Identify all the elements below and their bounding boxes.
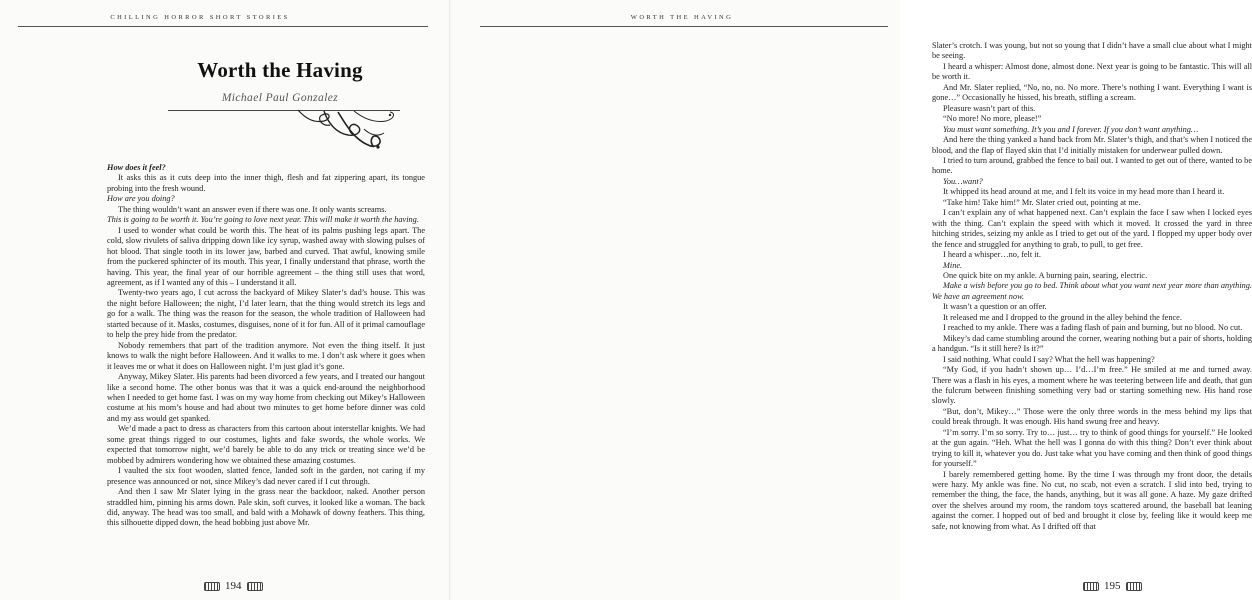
paragraph: I can’t explain any of what happened next. Can’t explain the face I saw when I locked eyes with the thing. Can’t explain the speed with which it moved. It crossed the yard in three hitching strides, seizing my ankle as I tried to get out of the yard. I flopped my upper body over the fence and struggled for anything to grab, to pull, to get free. (932, 208, 1252, 249)
paragraph: How does it feel? (107, 163, 166, 172)
paragraph: Anyway, Mikey Slater. His parents had been divorced a few years, and I treated our hangout like a second home. The other bonus was that it was a quick end-around the neighborhood when I needed to get home fast. I was on my way home from checking out Mikey’s Halloween costume at his mom’s house and had about two minutes to get home before dinner was cold and my ass would get spanked. (107, 372, 425, 423)
running-head-right: WORTH THE HAVING (630, 14, 734, 21)
header-rule-right (480, 26, 888, 27)
folio-ornament-icon (204, 582, 220, 591)
paragraph: I vaulted the six foot wooden, slatted fence, landed soft in the garden, not caring if my presence was announced or not, since Mikey’s dad never cared if I cut through. (107, 466, 425, 486)
paragraph: And Mr. Slater replied, “No, no, no. No more. There’s nothing I want. Everything I want is gone…” Occasionally he hissed, his breath, stifling a scream. (932, 82, 1252, 103)
paragraph: Pleasure wasn’t part of this. (943, 103, 1036, 113)
paragraph: It asks this as it cuts deep into the inner thigh, flesh and fat zippering apart, its tongue probing into the fresh wound. (107, 173, 425, 193)
paragraph: You…want? (943, 176, 983, 186)
page-number-value: 195 (1104, 580, 1121, 592)
paragraph: I heard a whisper…no, felt it. (943, 250, 1041, 260)
paragraph: “My God, if you hadn’t shown up… I’d…I’m free.” He smiled at me and turned away. There was a flash in his eyes, a moment where he was teetering between life and death, that gun the fulcrum between finishing something very bad or starting something new. His hand rose slowly. (932, 365, 1252, 406)
paragraph: You must want something. It’s you and I forever. If you don’t want anything… (943, 124, 1199, 134)
running-head-left: CHILLING HORROR SHORT STORIES (110, 14, 290, 21)
paragraph: “I’m sorry. I’m so sorry. Try to… just… try to think of good things for yourself.” He looked at the gun again. “Heh. What the hell was I gonna do with this thing? Don’t ever think about trying to kill it, whatever you do. Just take what you have coming and then think of good things for yourself.” (932, 427, 1252, 469)
paragraph: “But, don’t, Mikey…” Those were the only three words in the mess behind my lips that could break through. It was enough. His hand swung free and heavy. (932, 406, 1252, 427)
page-number-right (1078, 580, 1147, 592)
paragraph: One quick bite on my ankle. A burning pain, searing, electric. (943, 270, 1148, 280)
author-name: Michael Paul Gonzalez (221, 92, 339, 104)
paragraph: Twenty-two years ago, I cut across the backyard of Mikey Slater’s dad’s house. This was the night before Halloween; the night, I’d later learn, that the thing would stretch its legs and go for a walk. The thing was the reason for the season, the whole tradition of Halloween had started because of it. Masks, costumes, disguises, none of it for fun. All of it primal camouflage to help the prey hide from the predator. (107, 288, 425, 340)
paragraph: It released me and I dropped to the ground in the alley behind the fence. (943, 312, 1182, 322)
paragraph: I reached to my ankle. There was a fading flash of pain and burning, but no blood. No cut. (943, 323, 1243, 333)
paragraph: Make a wish before you go to bed. Think about what you want next year more than anything. We have an agreement now. (932, 281, 1252, 301)
left-page-body (107, 163, 425, 583)
paragraph: “Take him! Take him!” Mr. Slater cried out, pointing at me. (943, 197, 1141, 207)
paragraph: Mine. (943, 260, 963, 270)
paragraph: I said nothing. What could I say? What the hell was happening? (943, 354, 1155, 364)
paragraph: We’d made a pact to dress as characters from this cartoon about interstellar knights. We had some great things rigged to our costumes, lights and fake swords, the whole works. We expected that tomorrow night, we’d barely be able to do any trick or treating since we’d be mobbed by admirers wondering how we obtained these amazing costumes. (107, 424, 425, 465)
folio-ornament-icon (1083, 582, 1099, 591)
page-number-value: 194 (225, 580, 242, 592)
ornamental-flourish-icon (178, 109, 410, 153)
paragraph: How are you doing? (107, 194, 175, 204)
folio-ornament-icon (247, 582, 263, 591)
paragraph: This is going to be worth it. You’re going to love next year. This will make it worth the having. (107, 215, 419, 225)
paragraph: I tried to turn around, grabbed the fence to bail out. I wanted to get out of there, wanted to be home. (932, 155, 1252, 176)
paragraph: Slater’s crotch. I was young, but not so young that I didn’t have a small clue about what I might be seeing. (932, 41, 1252, 61)
paragraph: I heard a whisper: Almost done, almost done. Next year is going to be fantastic. This will all be worth it. (932, 61, 1252, 82)
header-rule-left (18, 26, 428, 27)
paragraph: I barely remembered getting home. By the time I was through my front door, the details were hazy. My ankle was fine. No cut, no scab, not even a scratch. I slid into bed, trying to remember the thing, the face, the hands, anything, but it was all gone. A haze. My gaze drifted over the shelves around my room, the random toys scattered around, the baseball bat leaning against the corner. I hopped out of bed and brought it close by, feeling like it would keep me safe, not knowing from what. As I drifted off that (932, 469, 1252, 531)
paragraph: Nobody remembers that part of the tradition anymore. Not even the thing itself. It just knows to walk the night before Halloween. And it walks to me. I don’t ask where it goes when it leaves me or what it does on Halloween night. I’m just glad it’s gone. (107, 340, 425, 371)
story-title: Worth the Having (197, 58, 363, 82)
paragraph: And then I saw Mr Slater lying in the grass near the backdoor, naked. Another person straddled him, pinning his arms down. Pale skin, soft curves, it looked like a woman. The back did, anyway. The head was too small, and bald with a Mohawk of downy feathers. This thing, this silhouette dipped down, the head bobbing just above Mr. (107, 487, 425, 528)
paragraph: Mikey’s dad came stumbling around the corner, wearing nothing but a pair of shorts, holding a handgun. “Is it still here? Is it?” (932, 333, 1252, 354)
paragraph: And here the thing yanked a hand back from Mr. Slater’s thigh, and that’s when I noticed the blood, and the flap of flayed skin that I’d initially mistaken for underwear pulled down. (932, 135, 1252, 155)
paragraph: I used to wonder what could be worth this. The heat of its palms pushing legs apart. The cold, slow rivulets of saliva dripping down like icy syrup, washed away with slowing pulses of hot blood. That single tooth in its lower jaw, barbed and curved. That awful, knowing smile from the puckered sphincter of its mouth. This year, I finally understand that phrase, worth the having. This year, the final year of our horrible agreement – the thing still uses that word, agreement, as if I wanted any of this – I understand it all. (107, 225, 425, 287)
paragraph: It whipped its head around at me, and I felt its voice in my head more than I heard it. (943, 187, 1225, 197)
right-page-body (932, 41, 1252, 588)
paragraph: The thing wouldn’t want an answer even if there was one. It only wants screams. (118, 204, 387, 214)
folio-ornament-icon (1126, 582, 1142, 591)
paragraph: It wasn’t a question or an offer. (943, 302, 1047, 312)
paragraph: “No more! No more, please!” (943, 114, 1042, 124)
page-number-left (199, 580, 268, 592)
right-page (450, 0, 1252, 600)
left-page (0, 0, 450, 600)
